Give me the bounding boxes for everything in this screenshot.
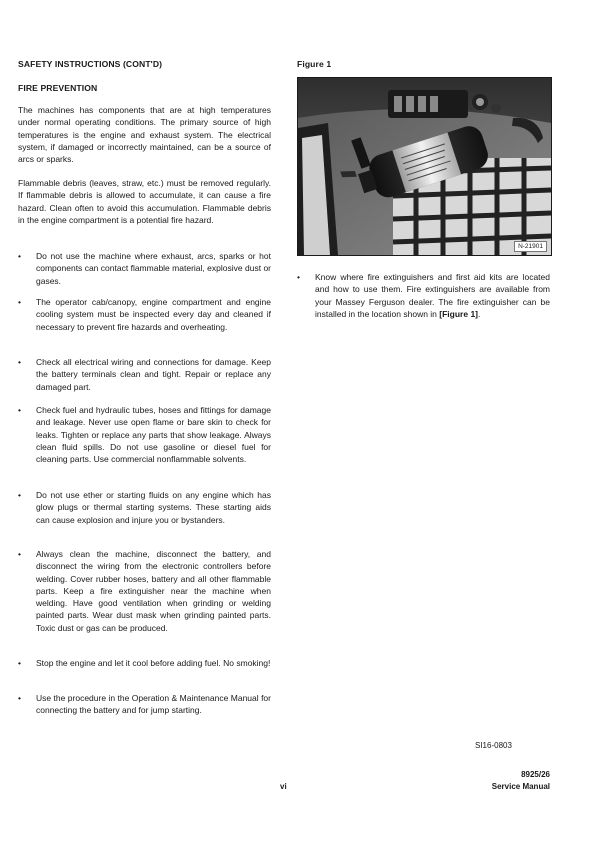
- footer-code: SI16-0803: [475, 741, 512, 750]
- section-title: SAFETY INSTRUCTIONS (CONT'D): [18, 59, 163, 69]
- bullet-text-end: .: [478, 308, 481, 319]
- bullet-dot: •: [18, 658, 21, 668]
- bullet-text: Do not use the machine where exhaust, arcs, sparks or hot components can contact flammable material, explosive dust or gases.: [36, 251, 271, 286]
- bullet-dot: •: [18, 405, 21, 415]
- bullet-dot: •: [18, 251, 21, 261]
- doc-number: 8925/26: [521, 770, 550, 779]
- bullet-dot: •: [18, 357, 21, 367]
- bullet-text: The operator cab/canopy, engine compartment and engine cooling system must be inspected every day and cleaned if necessary to prevent fire hazards and overheating.: [36, 297, 271, 332]
- bullet-text: Do not use ether or starting fluids on any engine which has glow plugs or thermal starting systems. These starting aids can cause explosion and injure you or bystanders.: [36, 490, 271, 525]
- bullet-text: Check fuel and hydraulic tubes, hoses and fittings for damage and leakage. Never use open flame or bare skin to check for leaks. Tighten or replace any parts that show leakage. Always clean fluid spills. Do not use gasoline or diesel fuel for cleaning parts. Use commercial nonflammable solvents.: [36, 405, 271, 465]
- bullet-text: Always clean the machine, disconnect the battery, and disconnect the wiring from the electronic controllers before welding. Cover rubber hoses, battery and all other flammable parts. Keep a fire extinguisher near the machine when welding. Have good ventilation when grinding or welding painted parts. Wear dust mask when grinding painted parts. Toxic dust or gas can be produced.: [36, 549, 271, 633]
- bullet-text: Stop the engine and let it cool before adding fuel. No smoking!: [36, 658, 271, 668]
- bullet-dot: •: [18, 297, 21, 307]
- bullet-text: Use the procedure in the Operation & Maintenance Manual for connecting the battery and for jump starting.: [36, 693, 271, 716]
- bullet-dot: •: [18, 490, 21, 500]
- page-number: vi: [280, 782, 287, 791]
- bullet-text: [315, 271, 550, 320]
- figure-1-photo: [297, 77, 552, 256]
- bullet-text: Check all electrical wiring and connections for damage. Keep the battery terminals clean and tight. Repair or replace any damaged part.: [36, 357, 271, 392]
- paragraph-2: Flammable debris (leaves, straw, etc.) must be removed regularly. If flammable debris is allowed to accumulate, it can cause a fire hazard. Clean often to avoid this accumulation. Flammable debris in the engine compartment is a potential fire hazard.: [18, 178, 271, 225]
- bullet-dot: •: [18, 549, 21, 559]
- fire-extinguisher-photo: [298, 78, 551, 255]
- fire-prevention-heading: FIRE PREVENTION: [18, 83, 98, 93]
- figure-title: Figure 1: [297, 59, 332, 69]
- bullet-dot: •: [297, 272, 300, 282]
- bullet-dot: •: [18, 693, 21, 703]
- manual-title: Service Manual: [491, 782, 550, 791]
- paragraph-1: The machines has components that are at high temperatures under normal operating conditions. The primary source of high temperatures is the engine and exhaust system. The electrical system, if damaged or incorrectly maintained, can be a source of arcs or sparks.: [18, 105, 271, 165]
- figure-code-label: N-21901: [514, 241, 547, 252]
- bullet-text-main: Know where fire extinguishers and first aid kits are located and how to use them. Fire extinguishers are available from your Massey Ferguson dealer. The fire extinguisher can be installed in the location shown in: [315, 272, 550, 319]
- figure-reference: [Figure 1]: [439, 308, 479, 319]
